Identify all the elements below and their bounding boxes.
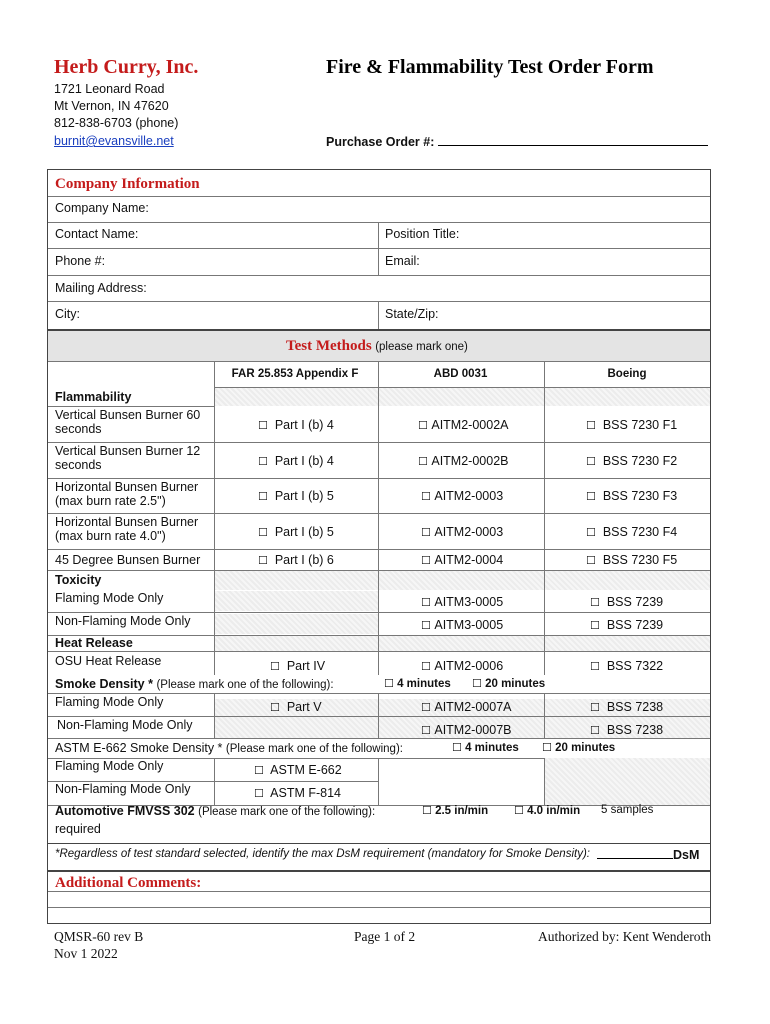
authorized-by: Authorized by: Kent Wenderoth <box>538 929 711 944</box>
tox-row-1-abd[interactable]: ☐ AITM3-0005 <box>421 595 504 609</box>
smoke-row-2-abd[interactable]: ☐ AITM2-0007B <box>421 723 512 737</box>
astm-note: (Please mark one of the following): <box>225 743 403 755</box>
tox-row-2-label: Non-Flaming Mode Only <box>55 614 191 628</box>
smoke-row-2-label: Non-Flaming Mode Only <box>57 718 193 732</box>
flam-row-5-far[interactable]: ☐ Part I (b) 6 <box>258 553 334 567</box>
astm-20-min[interactable]: ☐ 20 minutes <box>542 741 616 754</box>
flam-row-5-boeing[interactable]: ☐ BSS 7230 F5 <box>586 553 678 567</box>
contact-name-field[interactable]: Contact Name: <box>55 227 139 241</box>
phone-number: 812-838-6703 (phone) <box>54 116 179 130</box>
heat-row-abd[interactable]: ☐ AITM2-0006 <box>421 659 504 673</box>
test-methods-heading: Test Methods <box>286 338 372 354</box>
heat-release-label: Heat Release <box>55 636 133 650</box>
flam-row-1-label: Vertical Bunsen Burner 60 seconds <box>55 408 201 436</box>
col-far: FAR 25.853 Appendix F <box>231 368 359 380</box>
astm-row-1-std[interactable]: ☐ ASTM E-662 <box>254 763 342 777</box>
company-info-section <box>47 169 711 330</box>
col-boeing: Boeing <box>607 368 647 380</box>
flam-row-1-far[interactable]: ☐ Part I (b) 4 <box>258 418 334 432</box>
auto-4-0[interactable]: ☐ 4.0 in/min <box>514 804 581 817</box>
toxicity-label: Toxicity <box>55 573 102 587</box>
smoke-density-label: Smoke Density * <box>55 677 153 691</box>
address-line-1: 1721 Leonard Road <box>54 82 165 96</box>
flam-row-5-label: 45 Degree Bunsen Burner <box>55 553 201 567</box>
flam-row-4-abd[interactable]: ☐ AITM2-0003 <box>421 525 504 539</box>
smoke-density-note: (Please mark one of the following): <box>156 679 334 691</box>
purchase-order-label: Purchase Order #: <box>326 135 435 149</box>
auto-samples: 5 samples <box>601 804 654 816</box>
smoke-row-1-abd[interactable]: ☐ AITM2-0007A <box>421 700 512 714</box>
automotive-label: Automotive FMVSS 302 <box>55 804 195 818</box>
email-link[interactable]: burnit@evansville.net <box>54 134 174 148</box>
company-info-heading: Company Information <box>55 176 200 192</box>
smoke-20-min[interactable]: ☐ 20 minutes <box>472 677 546 690</box>
comments-heading: Additional Comments: <box>55 875 202 891</box>
flam-row-3-abd[interactable]: ☐ AITM2-0003 <box>421 489 504 503</box>
tox-row-2-boeing[interactable]: ☐ BSS 7239 <box>590 618 664 632</box>
mailing-address-field[interactable]: Mailing Address: <box>55 281 147 295</box>
heat-row-label: OSU Heat Release <box>55 654 162 668</box>
purchase-order <box>326 133 708 149</box>
tox-row-1-label: Flaming Mode Only <box>55 591 164 605</box>
auto-2-5[interactable]: ☐ 2.5 in/min <box>422 804 489 817</box>
test-methods-section <box>47 330 711 844</box>
flam-row-1-boeing[interactable]: ☐ BSS 7230 F1 <box>586 418 678 432</box>
flam-row-3-boeing[interactable]: ☐ BSS 7230 F3 <box>586 489 678 503</box>
flam-row-2-boeing[interactable]: ☐ BSS 7230 F2 <box>586 454 678 468</box>
astm-row-2-label: Non-Flaming Mode Only <box>55 782 191 796</box>
flam-row-2-abd[interactable]: ☐ AITM2-0002B <box>418 454 509 468</box>
smoke-row-1-far[interactable]: ☐ Part V <box>270 700 322 714</box>
smoke-4-min[interactable]: ☐ 4 minutes <box>384 677 451 690</box>
flam-row-4-far[interactable]: ☐ Part I (b) 5 <box>258 525 334 539</box>
flam-row-5-abd[interactable]: ☐ AITM2-0004 <box>421 553 504 567</box>
smoke-row-1-boeing[interactable]: ☐ BSS 7238 <box>590 700 664 714</box>
flam-row-4-boeing[interactable]: ☐ BSS 7230 F4 <box>586 525 678 539</box>
purchase-order-field[interactable] <box>438 133 708 146</box>
flam-row-4-label: Horizontal Bunsen Burner (max burn rate 4.0") <box>55 515 199 543</box>
heat-row-boeing[interactable]: ☐ BSS 7322 <box>590 659 664 673</box>
company-name-field[interactable]: Company Name: <box>55 201 149 215</box>
col-abd: ABD 0031 <box>433 368 488 380</box>
flam-row-3-label: Horizontal Bunsen Burner (max burn rate 2.5") <box>55 480 199 508</box>
automotive-note: (Please mark one of the following): <box>198 806 376 818</box>
astm-label: ASTM E-662 Smoke Density * <box>55 741 223 755</box>
astm-row-1-label: Flaming Mode Only <box>55 759 164 773</box>
footnote-text: *Regardless of test standard selected, identify the max DsM requirement (mandatory for Smoke Density): <box>55 848 590 860</box>
astm-header <box>55 741 403 755</box>
test-methods-note: (please mark one) <box>375 341 468 353</box>
dsm-label: DsM <box>673 848 700 862</box>
flammability-label: Flammability <box>55 390 132 404</box>
company-name: Herb Curry, Inc. <box>54 56 199 78</box>
heat-row-far[interactable]: ☐ Part IV <box>270 659 326 673</box>
email-field[interactable]: Email: <box>385 254 420 268</box>
address-line-2: Mt Vernon, IN 47620 <box>54 99 169 113</box>
footnote-row <box>47 842 711 871</box>
position-title-field[interactable]: Position Title: <box>385 227 460 241</box>
state-zip-field[interactable]: State/Zip: <box>385 307 439 321</box>
astm-4-min[interactable]: ☐ 4 minutes <box>452 741 519 754</box>
smoke-density-header <box>55 677 334 691</box>
automotive-required: required <box>55 822 101 836</box>
tox-row-2-abd[interactable]: ☐ AITM3-0005 <box>421 618 504 632</box>
form-id: QMSR-60 rev B <box>54 929 144 944</box>
form-title: Fire & Flammability Test Order Form <box>326 56 654 78</box>
city-field[interactable]: City: <box>55 307 80 321</box>
page-number: Page 1 of 2 <box>354 929 416 944</box>
automotive-header <box>55 804 375 818</box>
form-date: Nov 1 2022 <box>54 946 118 961</box>
phone-field[interactable]: Phone #: <box>55 254 106 268</box>
flam-row-2-label: Vertical Bunsen Burner 12 seconds <box>55 444 201 472</box>
comments-section <box>47 871 711 924</box>
tox-row-1-boeing[interactable]: ☐ BSS 7239 <box>590 595 664 609</box>
dsm-field[interactable] <box>597 847 699 862</box>
flam-row-2-far[interactable]: ☐ Part I (b) 4 <box>258 454 334 468</box>
comments-field[interactable] <box>50 892 706 922</box>
test-methods-title <box>286 338 468 355</box>
smoke-row-2-boeing[interactable]: ☐ BSS 7238 <box>590 723 664 737</box>
smoke-row-1-label: Flaming Mode Only <box>55 695 164 709</box>
astm-row-2-std[interactable]: ☐ ASTM F-814 <box>254 786 341 800</box>
flam-row-3-far[interactable]: ☐ Part I (b) 5 <box>258 489 334 503</box>
flam-row-1-abd[interactable]: ☐ AITM2-0002A <box>418 418 509 432</box>
